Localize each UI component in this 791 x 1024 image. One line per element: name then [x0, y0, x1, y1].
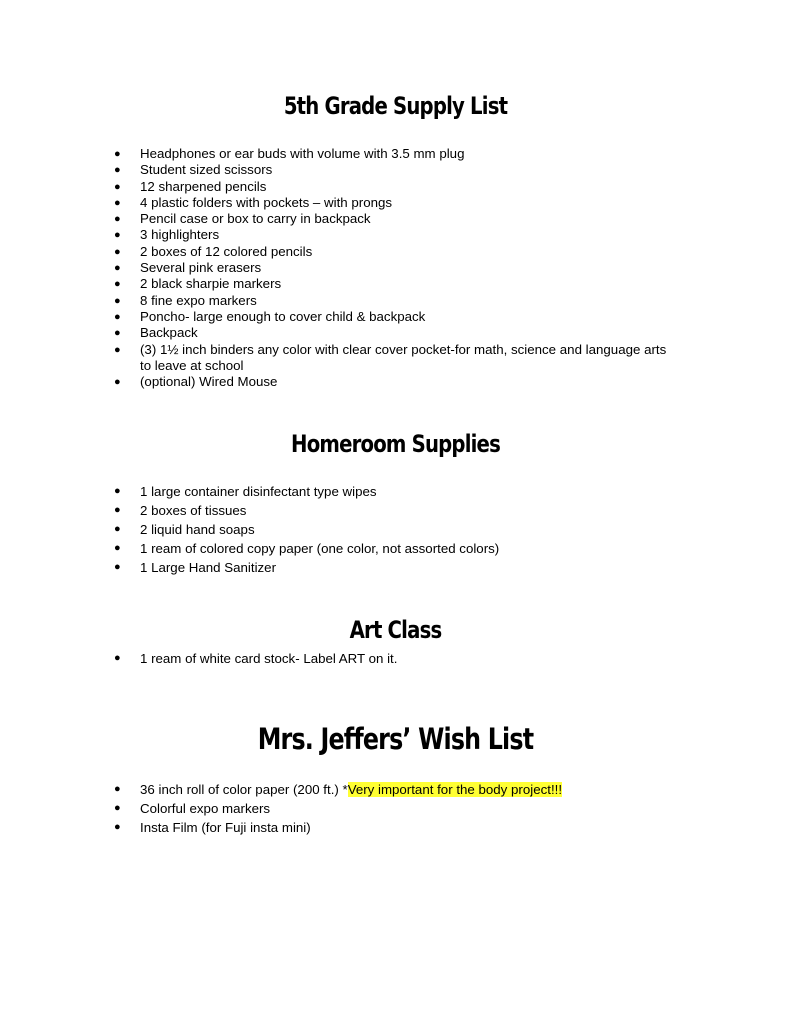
- list-item: ● 1 large container disinfectant type wipes: [114, 484, 377, 499]
- supply-list: [114, 146, 670, 390]
- bullet-icon: ●: [114, 561, 121, 573]
- list-item: ● Colorful expo markers: [114, 801, 271, 816]
- list-item: ● 8 fine expo markers: [114, 292, 257, 308]
- bullet-icon: ●: [114, 229, 121, 242]
- list-item: ● 36 inch roll of color paper (200 ft.) *Very important for the body project!!!: [114, 782, 563, 797]
- supply-list-heading: 5th Grade Supply List: [283, 92, 508, 120]
- bullet-icon: ●: [114, 245, 121, 258]
- bullet-icon: ●: [114, 213, 121, 226]
- bullet-icon: ●: [114, 783, 121, 795]
- wish-list: [114, 780, 562, 837]
- homeroom-list: [114, 482, 499, 577]
- list-item: ● 1 ream of white card stock- Label ART on it.: [114, 651, 398, 666]
- bullet-icon: ●: [114, 327, 121, 340]
- list-item: ● 12 sharpened pencils: [114, 178, 267, 194]
- bullet-icon: ●: [114, 485, 121, 497]
- bullet-icon: ●: [114, 523, 121, 535]
- bullet-icon: ●: [114, 262, 121, 275]
- bullet-icon: ●: [114, 196, 121, 209]
- bullet-icon: ●: [114, 802, 121, 814]
- bullet-icon: ●: [114, 504, 121, 516]
- bullet-icon: ●: [114, 180, 121, 193]
- bullet-icon: ●: [114, 821, 121, 833]
- bullet-icon: ●: [114, 542, 121, 554]
- bullet-icon: ●: [114, 278, 121, 291]
- list-item: ● 1 Large Hand Sanitizer: [114, 560, 277, 575]
- list-item: ● 1 ream of colored copy paper (one color, not assorted colors): [114, 541, 500, 556]
- list-item: ● (optional) Wired Mouse: [114, 374, 278, 390]
- wish-list-heading: Mrs. Jeffers’ Wish List: [257, 722, 534, 756]
- list-item: ● Several pink erasers: [114, 260, 262, 276]
- list-item: ● 3 highlighters: [114, 227, 220, 243]
- list-item: ● Headphones or ear buds with volume with 3.5 mm plug: [114, 146, 465, 161]
- list-item: ● Insta Film (for Fuji insta mini): [114, 820, 311, 835]
- bullet-icon: ●: [114, 148, 121, 160]
- bullet-icon: ●: [114, 310, 121, 323]
- list-item: ● 2 black sharpie markers: [114, 276, 282, 292]
- art-class-heading: Art Class: [349, 616, 442, 644]
- list-item: ● (3) 1½ inch binders any color with clear cover pocket-for math, science and language arts to leave at school: [114, 341, 667, 373]
- list-item: ● 2 boxes of tissues: [114, 503, 247, 518]
- list-item: ● Backpack: [114, 325, 198, 341]
- bullet-icon: ●: [114, 652, 121, 664]
- list-item: ● 2 liquid hand soaps: [114, 522, 255, 537]
- list-item: ● Poncho- large enough to cover child & backpack: [114, 308, 426, 324]
- bullet-icon: ●: [114, 376, 121, 389]
- art-list: [114, 649, 397, 668]
- list-item: ● Pencil case or box to carry in backpack: [114, 211, 371, 227]
- bullet-icon: ●: [114, 294, 121, 307]
- bullet-icon: ●: [114, 343, 121, 356]
- highlighted-text: Very important for the body project!!!: [347, 782, 563, 797]
- list-item: ● Student sized scissors: [114, 162, 273, 178]
- list-item: ● 4 plastic folders with pockets – with prongs: [114, 194, 393, 210]
- bullet-icon: ●: [114, 164, 121, 177]
- list-item: ● 2 boxes of 12 colored pencils: [114, 243, 313, 259]
- homeroom-heading: Homeroom Supplies: [291, 430, 500, 458]
